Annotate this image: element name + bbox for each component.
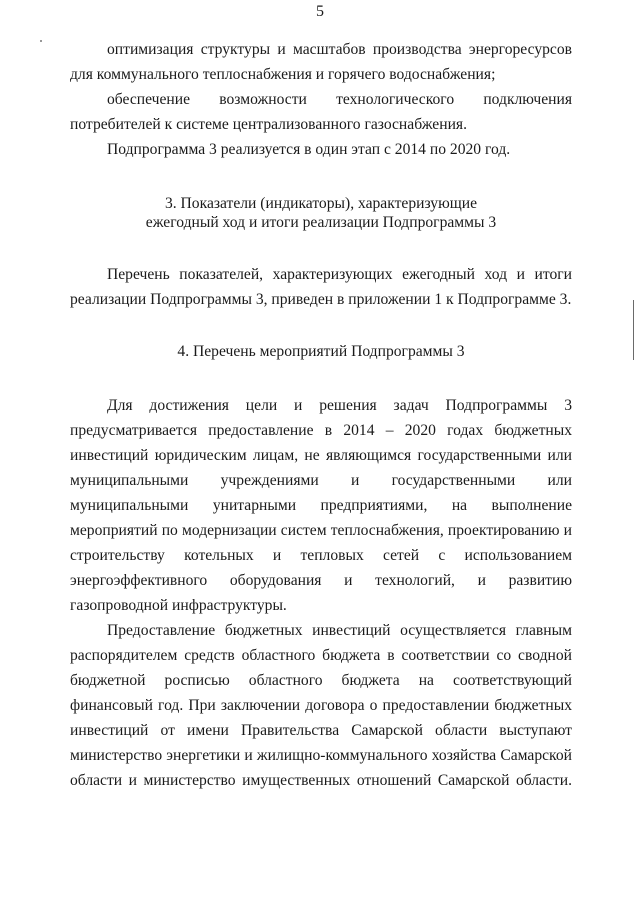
paragraph-investment-provision: Предоставление бюджетных инвестиций осуществляется главным распорядителем средств областного бюджета в соответствии со сводной бюджетной росписью областного бюджета на соответствующий финансовый год. При заключении договора о предоставлении бюджетных инвестиций от имени Правительства Самарской области выступают министерство энергетики и жилищно-коммунального хозяйства Самарской области и министерство имущественных отношений Самарской области. [70, 622, 572, 789]
scan-edge-mark [633, 300, 634, 360]
spacer [70, 232, 572, 262]
section-4-heading: 4. Перечень мероприятий Подпрограммы 3 [177, 343, 465, 360]
spacer [70, 312, 572, 342]
section-3-heading-line-2: ежегодный ход и итоги реализации Подпрограммы 3 [145, 214, 497, 231]
scan-speck [40, 40, 42, 42]
spacer [70, 162, 572, 194]
paragraph-budget-investments: Для достижения цели и решения задач Подпрограммы 3 предусматривается предоставление в 2014 – 2020 годах бюджетных инвестиций юридическим лицам, не являющимся государственными или муниципальными учреждениями и государственными или муниципальными унитарными предприятиями, на выполнение мероприятий по модернизации систем теплоснабжения, проектированию и строительству котельных и тепловых сетей с использованием энергоэффективного оборудования и технологий, и развитию газопроводной инфраструктуры. [70, 397, 572, 614]
paragraph-optimization: оптимизация структуры и масштабов производства энергоресурсов для коммунального теплоснабжения и горячего водоснабжения; [70, 41, 572, 83]
paragraph-single-stage: Подпрограмма 3 реализуется в один этап с 2014 по 2020 год. [107, 141, 511, 158]
page-number: 5 [316, 3, 324, 20]
page-content [70, 37, 572, 793]
paragraph-gas-connection: обеспечение возможности технологического подключения потребителей к системе централизованного газоснабжения. [70, 91, 572, 133]
paragraph-indicators-list: Перечень показателей, характеризующих ежегодный ход и итоги реализации Подпрограммы 3, приведен в приложении 1 к Подпрограмме 3. [70, 266, 572, 308]
section-3-heading-line-1: 3. Показатели (индикаторы), характеризующие [164, 195, 478, 212]
spacer [70, 361, 572, 393]
